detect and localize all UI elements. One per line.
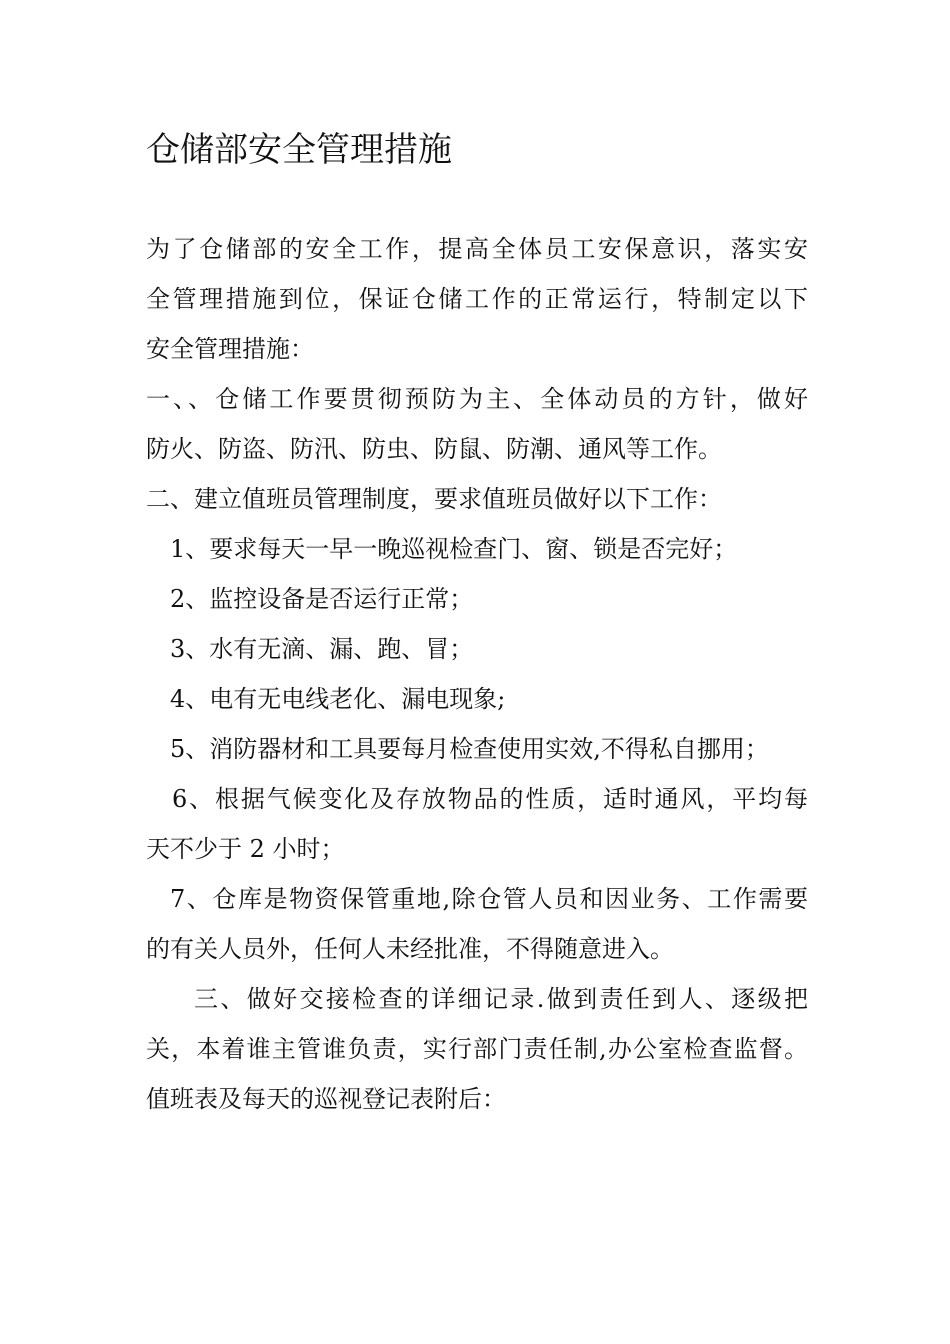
list-item: 6、根据气候变化及存放物品的性质，适时通风，平均每 (172, 785, 808, 813)
document-body (146, 224, 808, 1124)
paragraph-line: 一、、仓储工作要贯彻预防为主、全体动员的方针，做好 (146, 385, 808, 413)
document-title: 仓储部安全管理措施 (146, 130, 452, 170)
list-item: 3、水有无滴、漏、跑、冒； (170, 635, 474, 663)
list-item: 1、要求每天一早一晚巡视检查门、窗、锁是否完好； (170, 535, 738, 563)
list-item-continuation: 天不少于 2 小时； (146, 835, 345, 863)
paragraph-line: 值班表及每天的巡视登记表附后： (146, 1085, 506, 1113)
list-item: 2、监控设备是否运行正常； (170, 585, 474, 613)
list-item: 7、仓库是物资保管重地,除仓管人员和因业务、工作需要 (170, 885, 808, 913)
paragraph-line: 二、建立值班员管理制度，要求值班员做好以下工作： (146, 485, 722, 513)
paragraph-line: 防火、防盗、防汛、防虫、防鼠、防潮、通风等工作。 (146, 435, 722, 463)
paragraph-line: 关，本着谁主管谁负责，实行部门责任制,办公室检查监督。 (146, 1035, 808, 1063)
list-item: 4、电有无电线老化、漏电现象; (170, 685, 506, 713)
paragraph-line: 安全管理措施： (146, 335, 314, 363)
paragraph-line: 三、做好交接检查的详细记录.做到责任到人、逐级把 (194, 985, 808, 1013)
list-item: 5、消防器材和工具要每月检查使用实效,不得私自挪用； (170, 735, 769, 763)
paragraph-line: 为了仓储部的安全工作，提高全体员工安保意识，落实安 (146, 235, 808, 263)
paragraph-line: 全管理措施到位，保证仓储工作的正常运行，特制定以下 (146, 285, 808, 313)
list-item-continuation: 的有关人员外，任何人未经批准，不得随意进入。 (146, 935, 674, 963)
